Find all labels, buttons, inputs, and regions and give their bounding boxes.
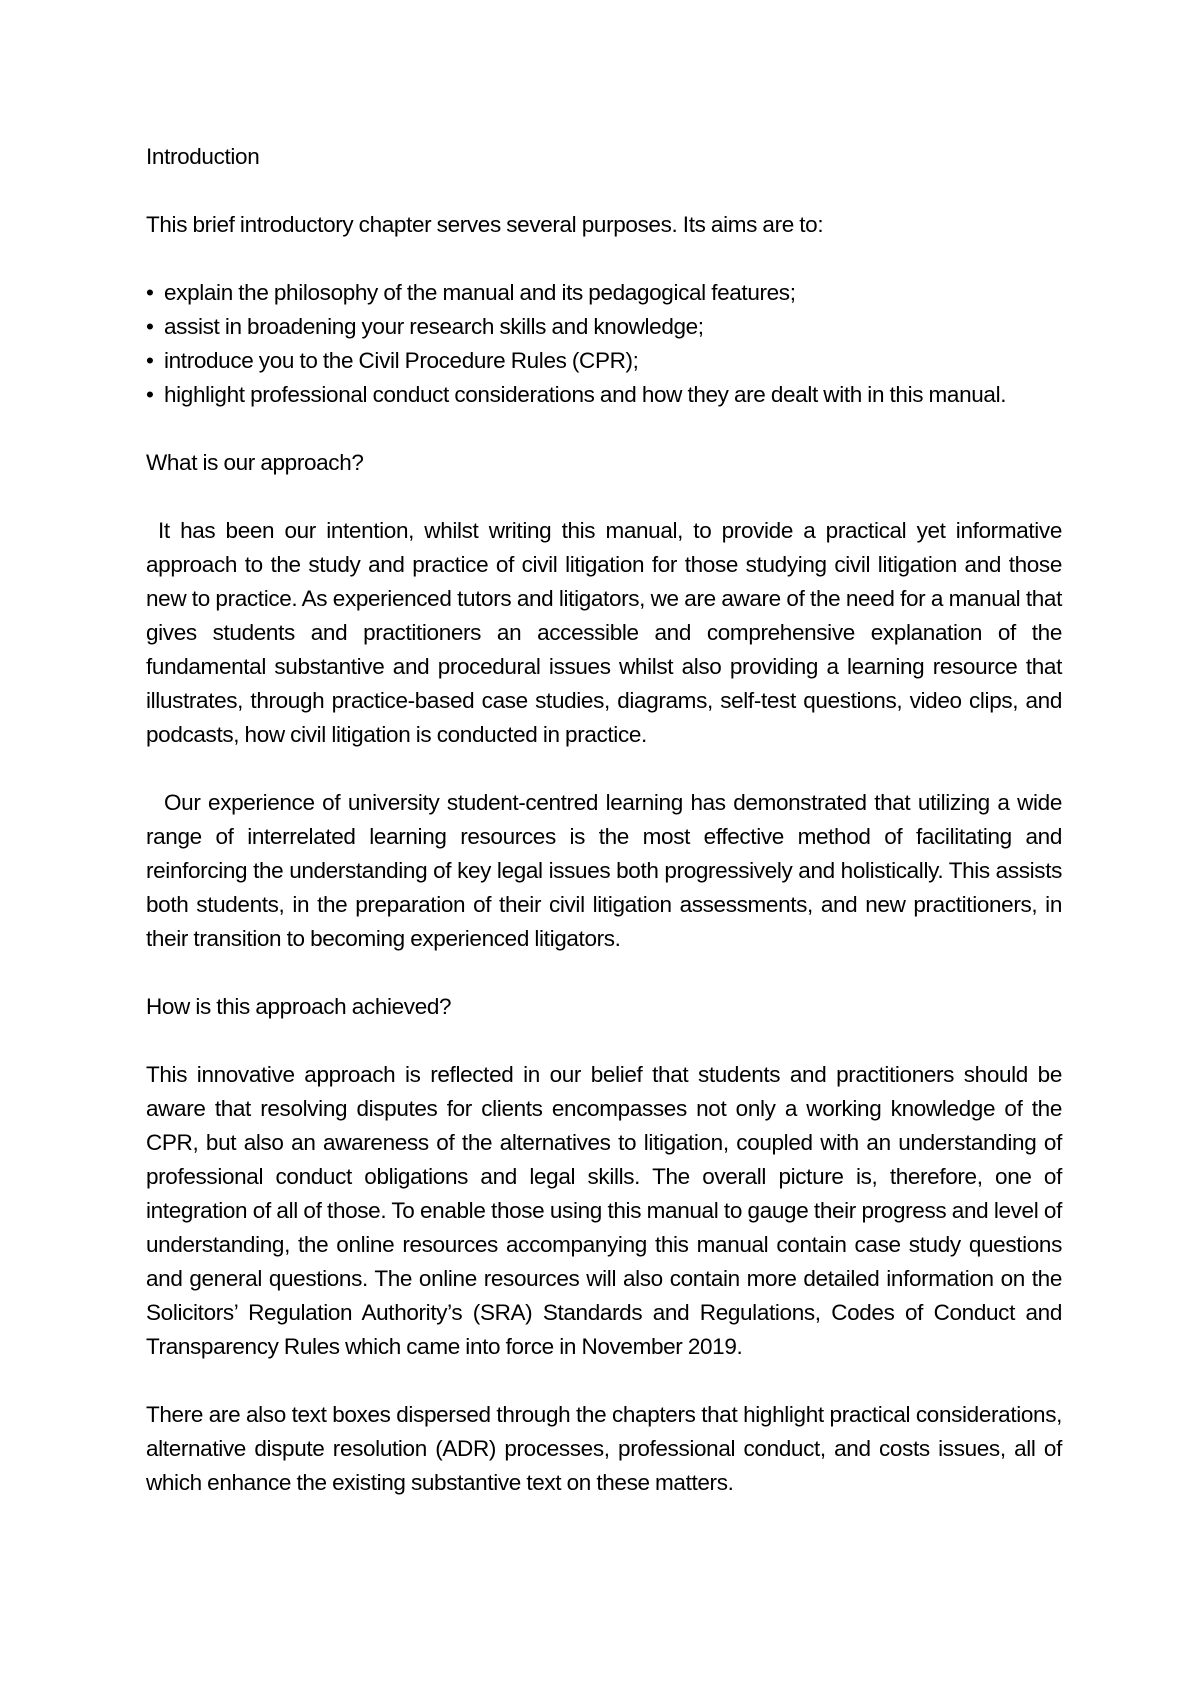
intro-lead-paragraph: This brief introductory chapter serves several purposes. Its aims are to: xyxy=(146,212,824,237)
approach-paragraph-1: It has been our intention, whilst writing this manual, to provide a practical yet informative approach to the study and practice of civil litigation for those studying civil litigation and those new to practice. As experienced tutors and litigators, we are aware of the need for a manual that gives students and practitioners an accessible and comprehensive explanation of the fundamental substantive and procedural issues whilst also providing a learning resource that illustrates, through practice-based case studies, diagrams, self-test questions, video clips, and podcasts, how civil litigation is conducted in practice. xyxy=(146,518,1062,747)
list-item xyxy=(146,378,1062,412)
achieved-paragraph-1: This innovative approach is reflected in our belief that students and practitioners should be aware that resolving disputes for clients encompasses not only a working knowledge of the CPR, but also an awareness of the alternatives to litigation, coupled with an understanding of professional conduct obligations and legal skills. The overall picture is, therefore, one of integration of all of those. To enable those using this manual to gauge their progress and level of understanding, the online resources accompanying this manual contain case study questions and general questions. The online resources will also contain more detailed information on the Solicitors’ Regulation Authority’s (SRA) Standards and Regulations, Codes of Conduct and Transparency Rules which came into force in November 2019. xyxy=(146,1062,1062,1359)
heading-introduction: Introduction xyxy=(146,144,260,169)
list-item-text: highlight professional conduct considerations and how they are dealt with in this manual. xyxy=(164,382,1007,407)
list-item xyxy=(146,310,1062,344)
list-item-text: assist in broadening your research skills and knowledge; xyxy=(164,314,704,339)
list-item xyxy=(146,276,1062,310)
bullet-marker: • xyxy=(146,314,154,339)
aims-list xyxy=(146,276,1062,412)
document-page xyxy=(146,140,1062,1534)
bullet-marker: • xyxy=(146,382,154,407)
achieved-paragraph-2: There are also text boxes dispersed through the chapters that highlight practical considerations, alternative dispute resolution (ADR) processes, professional conduct, and costs issues, all of which enhance the existing substantive text on these matters. xyxy=(146,1402,1062,1495)
bullet-marker: • xyxy=(146,280,154,305)
heading-approach-achieved: How is this approach achieved? xyxy=(146,994,452,1019)
approach-paragraph-2: Our experience of university student-centred learning has demonstrated that utilizing a wide range of interrelated learning resources is the most effective method of facilitating and reinforcing the understanding of key legal issues both progressively and holistically. This assists both students, in the preparation of their civil litigation assessments, and new practitioners, in their transition to becoming experienced litigators. xyxy=(146,790,1062,951)
list-item-text: introduce you to the Civil Procedure Rules (CPR); xyxy=(164,348,639,373)
list-item xyxy=(146,344,1062,378)
list-item-text: explain the philosophy of the manual and its pedagogical features; xyxy=(164,280,796,305)
bullet-marker: • xyxy=(146,348,154,373)
heading-our-approach: What is our approach? xyxy=(146,450,364,475)
